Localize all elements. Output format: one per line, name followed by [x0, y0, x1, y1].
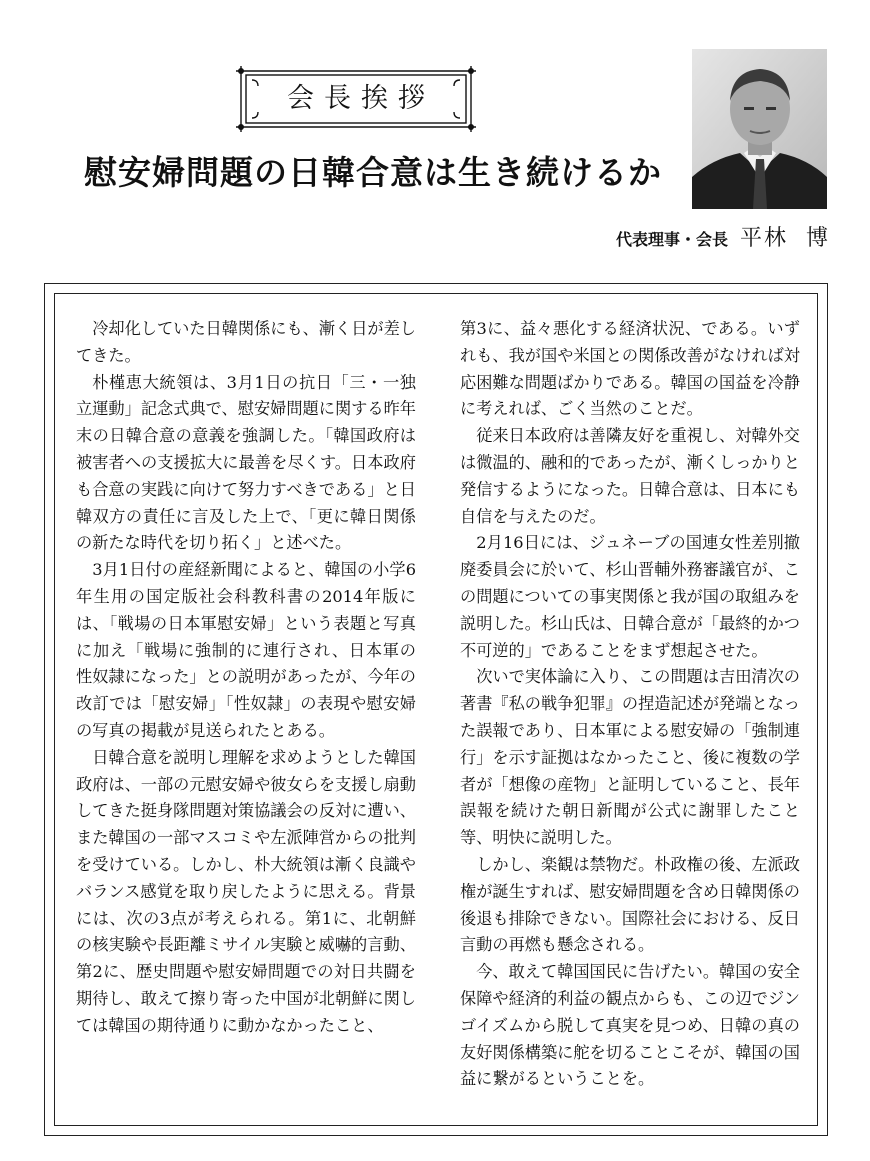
article-paragraph: 2月16日には、ジュネーブの国連女性差別撤廃委員会に於いて、杉山晋輔外務審議官が、この問題についての事実関係と我が国の取組みを説明した。杉山氏は、日韓合意が「最終的かつ不可逆的」であることをまず想起させた。: [460, 533, 800, 660]
article-paragraph: 今、敢えて韓国国民に告げたい。韓国の安全保障や経済的利益の観点からも、この辺でジンゴイズムから脱して真実を見つめ、日韓の真の友好関係構築に舵を切ることこそが、韓国の国益に繋がるということを。: [460, 962, 800, 1089]
portrait-photo-icon: [692, 49, 827, 209]
article-column-right: [460, 316, 800, 1093]
article-paragraph: 従来日本政府は善隣友好を重視し、対韓外交は微温的、融和的であったが、漸くしっかりと発信するようになった。日韓合意は、日本にも自信を与えたのだ。: [460, 426, 800, 526]
author-given-name: 博: [805, 226, 830, 251]
article-paragraph-continued: 第3に、益々悪化する経済状況、である。いずれも、我が国や米国との関係改善がなければ対応困難な問題ばかりである。韓国の国益を冷静に考えれば、ごく当然のことだ。: [460, 319, 800, 419]
author-role: 代表理事・会長: [615, 230, 728, 249]
article-paragraph: しかし、楽観は禁物だ。朴政権の後、左派政権が誕生すれば、慰安婦問題を含め日韓関係の後退も排除できない。国際社会における、反日言動の再燃も懸念される。: [460, 854, 800, 955]
author-portrait: [692, 49, 827, 209]
author-name: [740, 226, 830, 251]
article-headline: 慰安婦問題の日韓合意は生き続けるか: [84, 153, 662, 192]
section-label-frame: [236, 66, 476, 132]
author-family-name: 平林: [739, 226, 788, 251]
author-byline: [560, 224, 830, 255]
article-column-left: [76, 316, 416, 1040]
article-paragraph: 冷却化していた日韓関係にも、漸く日が差してきた。: [76, 319, 416, 365]
article-paragraph: 次いで実体論に入り、この問題は吉田清次の著書『私の戦争犯罪』の捏造記述が発端となった誤報であり、日本軍による慰安婦の「強制連行」を示す証拠はなかったこと、後に複数の学者が「想像の産物」と証明していること、長年誤報を続けた朝日新聞が公式に謝罪したこと等、明快に説明した。: [460, 667, 800, 848]
article-paragraph: 3月1日付の産経新聞によると、韓国の小学6年生用の国定版社会科教科書の2014年版には、「戦場の日本軍慰安婦」という表題と写真に加え「戦場に強制的に連行され、日本軍の性奴隷になった」との説明があったが、今年の改訂では「慰安婦」「性奴隷」の表現や慰安婦の写真の掲載が見送られたとある。: [76, 560, 416, 740]
section-label: 会長挨拶: [287, 83, 435, 114]
article-paragraph: 日韓合意を説明し理解を求めようとした韓国政府は、一部の元慰安婦や彼女らを支援し扇動してきた挺身隊問題対策協議会の反対に遭い、また韓国の一部マスコミや左派陣営からの批判を受けている。しかし、朴大統領は漸く良識やバランス感覚を取り戻したように思える。背景には、次の3点が考えられる。第1に、北朝鮮の核実験や長距離ミサイル実験と威嚇的言動、第2に、歴史問題や慰安婦問題での対日共闘を期待し、敢えて擦り寄った中国が北朝鮮に関しては韓国の期待通りに動かなかったこと、: [76, 747, 416, 1035]
article-paragraph: 朴槿恵大統領は、3月1日の抗日「三・一独立運動」記念式典で、慰安婦問題に関する昨年末の日韓合意の意義を強調した。「韓国政府は被害者への支援拡大に最善を尽くす。日本政府も合意の実践に向けて努力すべきである」と日韓双方の責任に言及した上で、「更に韓日関係の新たな時代を切り拓く」と述べた。: [76, 372, 416, 553]
